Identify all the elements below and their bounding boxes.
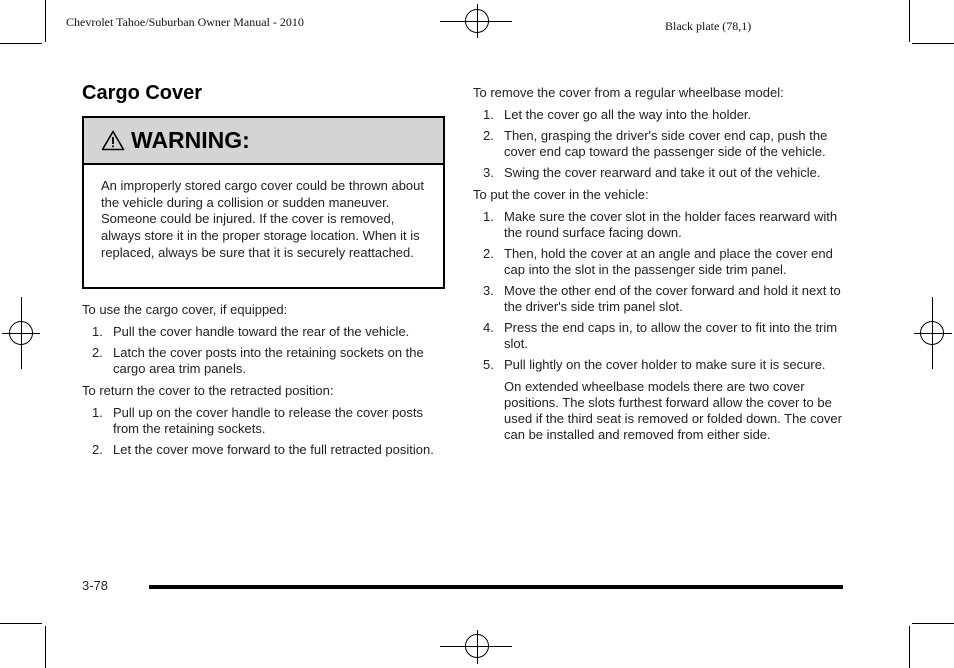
crop-mark — [0, 43, 42, 44]
step-number: 2. — [483, 128, 494, 143]
warning-text: An improperly stored cargo cover could be thrown about the vehicle during a collision or sudden maneuver. Someone could be injured. If the cover is removed, always store it in the proper storage location. When it is replaced, always be sure that it is securely reattached. — [101, 178, 425, 260]
right-column — [473, 85, 843, 443]
list-item — [473, 165, 843, 181]
extended-wheelbase-note: On extended wheelbase models there are two cover positions. The slots furthest forward allow the cover to be used if the third seat is removed or folded down. The cover can be installed and removed from either side. — [504, 379, 842, 442]
put-steps — [473, 209, 843, 373]
return-intro: To return the cover to the retracted position: — [82, 383, 334, 398]
step-number: 2. — [483, 246, 494, 261]
step-text: Move the other end of the cover forward and hold it next to the driver's side trim panel slot. — [504, 283, 841, 314]
step-text: Press the end caps in, to allow the cover to fit into the trim slot. — [504, 320, 838, 351]
crop-mark — [45, 0, 46, 42]
list-item — [82, 405, 447, 437]
list-item — [473, 283, 843, 315]
step-text: Let the cover go all the way into the holder. — [504, 107, 752, 122]
plate-label: Black plate (78,1) — [665, 19, 752, 33]
remove-steps — [473, 107, 843, 181]
warning-triangle-icon — [101, 130, 125, 151]
manual-title: Chevrolet Tahoe/Suburban Owner Manual - 2010 — [66, 15, 304, 29]
warning-header — [84, 118, 443, 165]
step-number: 2. — [92, 345, 103, 360]
list-item — [82, 442, 447, 458]
crop-mark — [912, 623, 954, 624]
footer-rule — [149, 585, 843, 589]
put-intro: To put the cover in the vehicle: — [473, 187, 649, 202]
list-item — [473, 320, 843, 352]
use-intro: To use the cargo cover, if equipped: — [82, 302, 288, 317]
step-number: 3. — [483, 165, 494, 180]
warning-label: WARNING: — [131, 127, 250, 153]
step-number: 1. — [92, 324, 103, 339]
step-number: 1. — [483, 209, 494, 224]
remove-intro: To remove the cover from a regular wheelbase model: — [473, 85, 784, 100]
step-text: Latch the cover posts into the retaining sockets on the cargo area trim panels. — [113, 345, 424, 376]
crop-mark — [45, 626, 46, 668]
list-item — [473, 357, 843, 373]
list-item — [473, 246, 843, 278]
list-item — [473, 128, 843, 160]
step-number: 3. — [483, 283, 494, 298]
crop-mark — [909, 626, 910, 668]
list-item — [82, 324, 447, 340]
warning-box — [82, 116, 445, 289]
step-number: 4. — [483, 320, 494, 335]
use-steps — [82, 324, 447, 377]
list-item — [82, 345, 447, 377]
section-title: Cargo Cover — [82, 82, 203, 104]
left-column — [82, 302, 447, 464]
step-number: 1. — [483, 107, 494, 122]
step-number: 1. — [92, 405, 103, 420]
step-text: Then, grasping the driver's side cover end cap, push the cover end cap toward the passenger side of the vehicle. — [504, 128, 828, 159]
step-text: Make sure the cover slot in the holder faces rearward with the round surface facing down. — [504, 209, 838, 240]
step-text: Swing the cover rearward and take it out of the vehicle. — [504, 165, 821, 180]
page-number: 3-78 — [82, 578, 109, 593]
crop-mark — [909, 0, 910, 42]
list-item — [473, 107, 843, 123]
crop-mark — [912, 43, 954, 44]
list-item — [473, 209, 843, 241]
return-steps — [82, 405, 447, 458]
crop-mark — [0, 623, 42, 624]
step-text: Pull lightly on the cover holder to make sure it is secure. — [504, 357, 826, 372]
step-text: Pull up on the cover handle to release the cover posts from the retaining sockets. — [113, 405, 424, 436]
step-text: Pull the cover handle toward the rear of the vehicle. — [113, 324, 410, 339]
step-number: 2. — [92, 442, 103, 457]
step-text: Then, hold the cover at an angle and place the cover end cap into the slot in the passenger side trim panel. — [504, 246, 833, 277]
step-number: 5. — [483, 357, 494, 372]
step-text: Let the cover move forward to the full retracted position. — [113, 442, 434, 457]
